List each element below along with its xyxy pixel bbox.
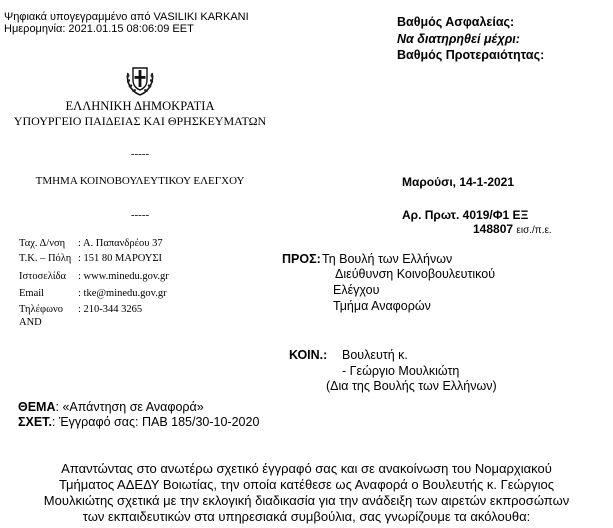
separator-top: ----- — [130, 148, 150, 160]
contact-value: : Α. Παπανδρέου 37 — [78, 238, 163, 249]
reference-text: : Έγγραφό σας: ΠΑΒ 185/30-10-2020 — [51, 415, 260, 429]
department-title: ΤΜΗΜΑ ΚΟΙΝΟΒΟΥΛΕΥΤΙΚΟΥ ΕΛΕΓΧΟΥ — [35, 175, 245, 187]
signature-line: Ψηφιακά υπογεγραμμένο από VASILIKI KARKANI — [4, 11, 249, 23]
protocol-number: Αρ. Πρωτ. 4019/Φ1 ΕΞ — [402, 208, 529, 222]
contact-label: Τ.Κ. – Πόλη — [19, 253, 72, 264]
cc-line: - Γεώργιο Μουλκιώτη — [342, 364, 460, 378]
subject-text: : «Απάντηση σε Αναφορά» — [55, 400, 204, 414]
republic-title: ΕΛΛΗΝΙΚΗ ΔΗΜΟΚΡΑΤΙΑ — [65, 99, 215, 113]
subject-line — [18, 400, 204, 414]
contact-label: Email — [19, 288, 45, 299]
recipient-line: Τμήμα Αναφορών — [333, 299, 431, 313]
place-date: Μαρούσι, 14-1-2021 — [402, 175, 515, 189]
contact-label: Ταχ. Δ/νση — [19, 238, 66, 249]
security-level-label: Βαθμός Ασφαλείας: — [397, 15, 515, 29]
protocol-entry-number: 148807 — [473, 222, 514, 236]
body-paragraph-line: Τμήματος ΑΔΕΔΥ Βοιωτίας, την οποία κατέθεσε ως Αναφορά ο Βουλευτής κ. Γεώργιος — [59, 477, 554, 492]
separator-bottom: ----- — [130, 209, 150, 221]
contact-value: : 210-344 3265 — [78, 304, 143, 315]
body-paragraph-line: των εκπαιδευτικών στα υπηρεσιακά συμβούλια, σας γνωρίζουμε τα ακόλουθα: — [82, 509, 531, 524]
cc-line: Βουλευτή κ. — [342, 348, 408, 362]
reference-line — [18, 415, 259, 429]
greek-coat-of-arms-icon — [124, 63, 156, 97]
protocol-entry — [473, 222, 552, 236]
body-paragraph-line: Μουλκιώτης σχετικά με την εκλογική διαδικασία για την ανάδειξη των αιρετών εκπροσώπων — [43, 493, 570, 508]
contact-label: Τηλέφωνο — [19, 304, 63, 315]
reference-label: ΣΧΕΤ. — [18, 415, 52, 429]
ministry-title: ΥΠΟΥΡΓΕΙΟ ΠΑΙΔΕΙΑΣ ΚΑΙ ΘΡΗΣΚΕΥΜΑΤΩΝ — [13, 114, 267, 128]
recipient-line: Τη Βουλή των Ελλήνων — [322, 252, 453, 266]
body-paragraph-line: Απαντώντας στο ανωτέρω σχετικό έγγραφό σας και σε ανακοίνωση του Νομαρχιακού — [61, 461, 552, 476]
recipient-line: Διεύθυνση Κοινοβουλευτικού — [335, 267, 496, 281]
subject-label: ΘΕΜΑ — [18, 400, 56, 414]
contact-value: : www.minedu.gov.gr — [78, 271, 169, 282]
protocol-entry-suffix: εισ./π.ε. — [516, 225, 552, 236]
contact-label: Ιστοσελίδα — [19, 271, 67, 282]
keep-until-label: Να διατηρηθεί μέχρι: — [397, 32, 520, 46]
signature-date: Ημερομηνία: 2021.01.15 08:06:09 ΕΕΤ — [4, 23, 194, 35]
cc-line: (Δια της Βουλής των Ελλήνων) — [326, 379, 497, 393]
contact-value: : 151 80 ΜΑΡΟΥΣΙ — [78, 253, 163, 264]
contact-label: AND — [19, 317, 42, 328]
cc-label: ΚΟΙΝ.: — [289, 348, 328, 362]
contact-value: : tke@minedu.gov.gr — [78, 288, 167, 299]
recipient-label: ΠΡΟΣ: — [282, 252, 321, 266]
priority-level-label: Βαθμός Προτεραιότητας: — [397, 48, 545, 62]
recipient-line: Ελέγχου — [333, 283, 380, 297]
